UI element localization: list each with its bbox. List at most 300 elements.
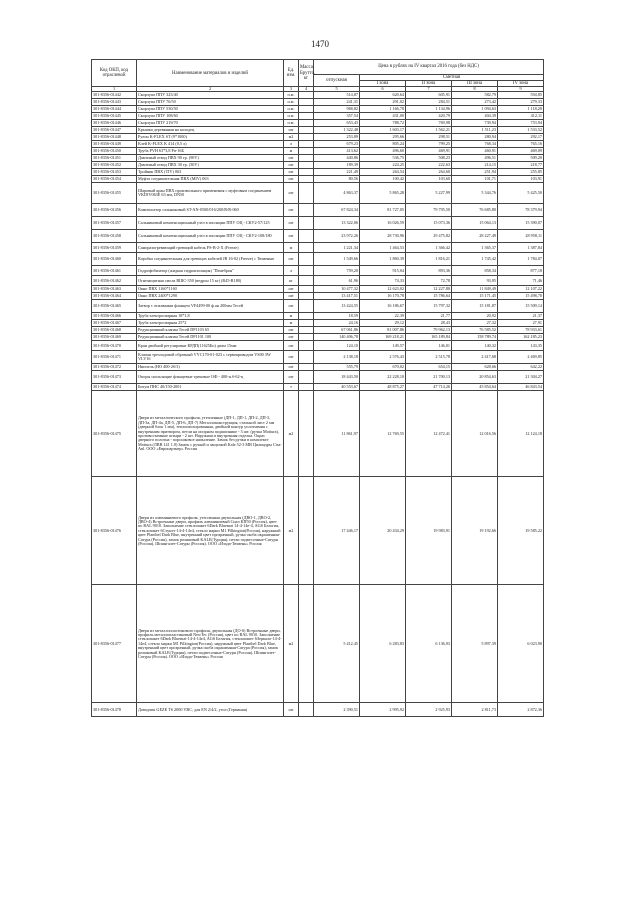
row-price-zone-4: 15 498,70 [498,293,544,300]
row-price-zone-2: 79 795,50 [406,204,452,217]
row-code: 301-8356-01463 [92,286,137,293]
row-price-zone-3: 2 417,68 [452,351,498,364]
row-price-otpusk: 18 443,50 [314,371,360,384]
row-mass [299,169,314,176]
row-price-zone-2: 2 925,93 [406,703,452,717]
row-price-zone-2: 29 475,82 [406,230,452,243]
row-price-zone-4: 1 118,28 [498,106,544,113]
row-mass [299,230,314,243]
row-unit: шт [284,286,299,293]
table-row [92,334,544,341]
row-price-zone-4: 21,37 [498,313,544,320]
header-otpusk: отпускная [314,75,360,87]
row-price-otpusk: 124,10 [314,341,360,351]
row-price-zone-2: 2 515,78 [406,351,452,364]
row-name: Ниппель (НО 400-2б/3) [137,364,284,371]
row-unit: шт [284,217,299,230]
row-name: Битум ПНС 40/150-2001 [137,384,284,391]
row-price-zone-2: 12 472,41 [406,391,452,477]
row-price-zone-3: 19 192,66 [452,477,498,585]
row-unit: м [284,320,299,327]
table-row [92,293,544,300]
row-name: Давленый отвод ПВХ 30 гр. (30V) [137,162,284,169]
header-code: Код ОКП, код отраслевой [92,60,137,87]
table-row [92,176,544,183]
row-price-otpusk: 968,82 [314,106,360,113]
row-price-otpusk: 253,89 [314,134,360,141]
row-price-zone-1: 12 769,55 [360,391,406,477]
row-price-zone-4: 21 304,27 [498,371,544,384]
row-price-zone-4: 78 933,61 [498,327,544,334]
row-price-zone-2: 264,60 [406,169,452,176]
row-price-zone-4: 12 124,18 [498,391,544,477]
row-price-zone-4: 162 185,23 [498,334,544,341]
row-price-zone-1: 22,39 [360,313,406,320]
row-name: Скорлупа ППУ 76/50 [137,99,284,106]
row-price-zone-1: 149,57 [360,341,406,351]
row-price-zone-1: 74,33 [360,276,406,286]
row-mass [299,320,314,327]
row-name: Огнезащитная смола ВШС-350 (ведрон 15 кг) (R45-R180) [137,276,284,286]
row-price-zone-2: 469,91 [406,148,452,155]
row-mass [299,176,314,183]
row-price-zone-2: 19 983,91 [406,477,452,585]
row-price-zone-4: 15 509,14 [498,300,544,313]
row-mass [299,703,314,717]
row-name: Сальниковый компенсационный узел в изоляции ППУ ОЦ - СКУ2-57/125 [137,217,284,230]
row-code: 301-8356-01459 [92,243,137,253]
row-price-zone-1: 1 166,78 [360,106,406,113]
row-price-zone-3: 140,32 [452,341,498,351]
row-mass [299,127,314,134]
row-price-otpusk: 440,86 [314,155,360,162]
row-price-zone-2: 146,01 [406,341,452,351]
row-price-zone-1: 295,66 [360,134,406,141]
table-row [92,120,544,127]
table-row [92,364,544,371]
row-mass [299,253,314,266]
row-price-zone-3: 1 365,37 [452,243,498,253]
row-unit: шт [284,334,299,341]
row-price-otpusk: 1 549,66 [314,253,360,266]
row-unit: шт [284,351,299,364]
row-price-otpusk: 61,96 [314,276,360,286]
row-price-otpusk: 140 406,78 [314,334,360,341]
table-row [92,148,544,155]
table-row [92,391,544,477]
row-price-zone-4: 509,20 [498,155,544,162]
row-price-zone-1: 915,04 [360,266,406,276]
row-mass [299,204,314,217]
table-row [92,169,544,176]
row-price-zone-1: 224,25 [360,162,406,169]
row-code: 301-8356-01470 [92,341,137,351]
row-unit: шт [284,183,299,204]
header-zone-1: I зона [360,81,406,87]
row-code: 301-8356-01448 [92,134,137,141]
row-unit: п.м. [284,106,299,113]
row-mass [299,92,314,99]
row-price-zone-3: 273,42 [452,99,498,106]
row-price-zone-3: 1 745,42 [452,253,498,266]
row-price-zone-3: 12 016,56 [452,391,498,477]
row-name: Тройник ПВХ (TIV) 063 [137,169,284,176]
row-price-zone-1: 1 860,39 [360,253,406,266]
table-row [92,384,544,391]
row-price-zone-1: 670,02 [360,364,406,371]
row-unit: шт [284,230,299,243]
row-price-zone-2: 15 786,64 [406,293,452,300]
row-unit: шт [284,204,299,217]
row-price-zone-4: 279,33 [498,99,544,106]
row-price-zone-4: 2 469,85 [498,351,544,364]
row-code: 301-8356-01442 [92,92,137,99]
page-number: 1470 [311,39,329,49]
row-price-otpusk: 40 553,67 [314,384,360,391]
row-price-otpusk: 10 477,32 [314,286,360,293]
header-zone-3: III зона [452,81,498,87]
row-name: Затвор с отжимным фланцем VF4499-00 ф.ан 200мм Тесей [137,300,284,313]
row-code: 301-8356-01452 [92,162,137,169]
row-price-zone-4: 15 390,07 [498,217,544,230]
row-mass [299,391,314,477]
row-price-zone-3: 101,71 [452,176,498,183]
row-code: 301-8356-01478 [92,703,137,717]
row-unit: м2 [284,477,299,585]
row-price-zone-3: 1 511,23 [452,127,498,134]
row-code: 301-8356-01477 [92,585,137,703]
table-row [92,313,544,320]
row-name: Кран двойной регулировки КРДП(11625Бп) диам 15мм [137,341,284,351]
row-price-zone-1: 788,72 [360,120,406,127]
row-code: 301-8356-01467 [92,320,137,327]
row-code: 301-8356-01455 [92,183,137,204]
row-code: 301-8356-01456 [92,204,137,217]
row-price-otpusk: 1 221,34 [314,243,360,253]
row-price-zone-1: 100,42 [360,176,406,183]
row-name: Клапан трехходовой обратный VYC170-01-023 с сервоприводом VS00 3W VLV16 [137,351,284,364]
row-price-zone-3: 15 171,45 [452,293,498,300]
row-price-zone-4: 6 023,90 [498,585,544,703]
row-price-zone-1: 16 186,67 [360,300,406,313]
row-price-otpusk: 2 138,18 [314,351,360,364]
row-unit: м [284,313,299,320]
row-unit: шт [284,327,299,334]
row-name: Клей K-FLEX K 414 (0,5 л) [137,141,284,148]
row-price-zone-3: 768,34 [452,141,498,148]
row-price-zone-3: 5 344,76 [452,183,498,204]
row-code: 301-8356-01445 [92,113,137,120]
column-index: 8 [452,87,498,92]
row-price-zone-4: 218,77 [498,162,544,169]
row-price-zone-1: 620,64 [360,92,406,99]
row-price-otpusk: 13 322,06 [314,217,360,230]
row-price-zone-3: 20 854,63 [452,371,498,384]
table-row [92,276,544,286]
row-name: Окно ПВХ 2400*1290 [137,293,284,300]
row-mass [299,141,314,148]
row-price-zone-3: 45 854,64 [452,384,498,391]
row-unit: м2 [284,134,299,141]
column-index: 1 [92,87,137,92]
row-code: 301-8356-01457 [92,217,137,230]
table-row [92,183,544,204]
column-index: 4 [299,87,314,92]
row-mass [299,106,314,113]
row-mass [299,341,314,351]
row-price-zone-2: 5 227,99 [406,183,452,204]
header-unit: Ед. изм. [284,60,299,87]
row-price-zone-2: 21,77 [406,313,452,320]
row-code: 301-8356-01468 [92,327,137,334]
row-price-zone-2: 1 366,42 [406,243,452,253]
table-row [92,371,544,384]
row-name: Труба электросварная 25*2 [137,320,284,327]
table-row [92,217,544,230]
row-price-otpusk: 221,49 [314,169,360,176]
row-code: 301-8356-01444 [92,106,137,113]
row-price-otpusk: 17 446,17 [314,477,360,585]
table-row [92,134,544,141]
table-row [92,99,544,106]
column-index: 3 [284,87,299,92]
row-unit: кг [284,276,299,286]
row-unit: м2 [284,585,299,703]
row-price-zone-3: 5 897,39 [452,585,498,703]
row-mass [299,243,314,253]
row-price-otpusk: 653,43 [314,120,360,127]
row-mass [299,327,314,334]
row-unit: т [284,384,299,391]
table-row [92,113,544,120]
row-code: 301-8356-01464 [92,293,137,300]
row-mass [299,266,314,276]
table-row [92,341,544,351]
row-price-zone-4: 292,17 [498,134,544,141]
row-price-otpusk: 514,87 [314,92,360,99]
row-price-zone-2: 1 816,21 [406,253,452,266]
row-name: Опоры скользящие фланцевые трековые ОФ - 400-н.б-62-ц [137,371,284,384]
row-price-zone-3: 496,51 [452,155,498,162]
row-price-zone-2: 79 962,13 [406,327,452,334]
row-code: 301-8356-01462 [92,276,137,286]
row-price-zone-4: 28 958,11 [498,230,544,243]
row-price-zone-1: 12 623,02 [360,286,406,293]
row-price-zone-3: 15 064,13 [452,217,498,230]
row-mass [299,120,314,127]
header-name: Наименование материалов и изделий [137,60,284,87]
row-mass [299,585,314,703]
row-unit: п.м. [284,92,299,99]
row-name: Скорлупа ППУ 530/50 [137,106,284,113]
row-price-otpusk: 67 824,34 [314,204,360,217]
row-name: Шаровый кран ПВХ произвольного применения с муфтовым соединением VKDIV063E 63 мм, DN50 [137,183,284,204]
row-name: Саморазогревающий греющий кабель FS-B-2-X (Freeze) [137,243,284,253]
row-price-zone-2: 165 189,84 [406,334,452,341]
row-unit: шт [284,127,299,134]
row-price-zone-1: 81 727,05 [360,204,406,217]
row-price-zone-1: 536,75 [360,155,406,162]
row-code: 301-8356-01453 [92,169,137,176]
row-price-zone-1: 22 228,10 [360,371,406,384]
row-unit: м [284,148,299,155]
row-price-otpusk: 5 412,45 [314,585,360,703]
table-row [92,162,544,169]
row-unit: шт [284,341,299,351]
row-price-otpusk: 13 417,51 [314,293,360,300]
row-price-zone-3: 28 227,49 [452,230,498,243]
row-price-otpusk: 11 861,97 [314,391,360,477]
row-mass [299,300,314,313]
row-price-zone-2: 284,51 [406,99,452,106]
row-name: Доводчик GEZE TS 2000 VBC, для EN 2/4/2, угол (Германия) [137,703,284,717]
row-price-zone-3: 76 685,80 [452,204,498,217]
row-price-zone-1: 431,00 [360,113,406,120]
row-price-zone-3: 628,66 [452,364,498,371]
row-code: 301-8356-01475 [92,391,137,477]
row-mass [299,162,314,169]
row-unit: п.м. [284,99,299,106]
row-price-zone-1: 6 283,83 [360,585,406,703]
row-price-zone-2: 799,25 [406,141,452,148]
row-price-zone-1: 264,54 [360,169,406,176]
column-index: 5 [314,87,360,92]
table-row [92,243,544,253]
row-mass [299,134,314,141]
row-unit: шт [284,253,299,266]
row-price-zone-4: 143,35 [498,341,544,351]
row-price-zone-1: 169 218,21 [360,334,406,341]
row-price-zone-4: 78 379,94 [498,204,544,217]
row-code: 301-8356-01450 [92,148,137,155]
row-name: Муфта соединительная ПВХ (MIV) 063 [137,176,284,183]
row-price-zone-1: 16 170,78 [360,293,406,300]
header-mass: Масса Брутто, кг [299,60,314,87]
row-code: 301-8356-01451 [92,155,137,162]
row-price-zone-4: 753,94 [498,120,544,127]
row-mass [299,148,314,155]
row-code: 301-8356-01473 [92,371,137,384]
row-price-zone-1: 2 576,43 [360,351,406,364]
row-price-zone-2: 12 227,80 [406,286,452,293]
row-unit: шт [284,300,299,313]
row-unit: шт [284,703,299,717]
row-mass [299,313,314,320]
row-price-zone-4: 5 425,50 [498,183,544,204]
table-row [92,141,544,148]
row-price-zone-4: 2 872,36 [498,703,544,717]
row-price-zone-1: 2 995,92 [360,703,406,717]
table-row [92,300,544,313]
table-row [92,106,544,113]
column-index: 7 [406,87,452,92]
row-price-zone-4: 1 784,07 [498,253,544,266]
row-price-zone-1: 805,24 [360,141,406,148]
row-price-otpusk: 18,59 [314,313,360,320]
row-price-zone-4: 642,22 [498,364,544,371]
row-mass [299,384,314,391]
row-name: Коробка соединительная для греющих кабелей JB 16-02 (Freeze) с Тюменью [137,253,284,266]
row-price-zone-4: 27,91 [498,320,544,327]
row-code: 301-8356-01446 [92,120,137,127]
table-row [92,286,544,293]
row-name: Крышка деревянная на колодец [137,127,284,134]
row-price-zone-2: 222,63 [406,162,452,169]
row-code: 301-8356-01458 [92,230,137,243]
row-name: Гидрофобизатор (жидкая гидроизоляция) "Пенеброн" [137,266,284,276]
row-price-zone-4: 877,18 [498,266,544,276]
row-code: 301-8356-01472 [92,364,137,371]
table-row [92,477,544,585]
price-table [91,59,544,717]
row-mass [299,371,314,384]
row-price-otpusk: 4 863,37 [314,183,360,204]
table-row [92,127,544,134]
row-price-zone-4: 469,09 [498,148,544,155]
table-row [92,266,544,276]
row-mass [299,334,314,341]
table-row [92,92,544,99]
header-zone-4: IV зона [498,81,544,87]
row-mass [299,286,314,293]
row-unit: шт [284,169,299,176]
row-price-zone-1: 291,02 [360,99,406,106]
row-price-zone-4: 765,16 [498,141,544,148]
row-code: 301-8356-01461 [92,266,137,276]
row-unit: шт [284,293,299,300]
row-mass [299,113,314,120]
row-code: 301-8356-01469 [92,334,137,341]
row-price-zone-2: 6 136,93 [406,585,452,703]
row-price-zone-2: 1 134,96 [406,106,452,113]
row-price-zone-1: 48 875,27 [360,384,406,391]
row-mass [299,183,314,204]
column-index: 2 [137,87,284,92]
row-name: Окно ПВХ 1160*1160 [137,286,284,293]
row-mass [299,276,314,286]
row-code: 301-8356-01466 [92,313,137,320]
row-name: Скорлупа ППУ 219/70 [137,120,284,127]
row-price-zone-4: 1 387,84 [498,243,544,253]
table-row [92,351,544,364]
row-price-zone-2: 15 073,36 [406,217,452,230]
row-price-zone-3: 2 811,73 [452,703,498,717]
row-price-zone-2: 420,79 [406,113,452,120]
row-price-zone-3: 214,15 [452,162,498,169]
table-row [92,155,544,162]
table-body [92,92,544,717]
row-unit: м [284,243,299,253]
row-name: Редукционный клапан Тесей DP1101 100 [137,334,284,341]
row-price-zone-3: 15 181,87 [452,300,498,313]
row-price-otpusk: 1 322,48 [314,127,360,134]
row-name: Редукционный клапан Тесей DP1103 65 [137,327,284,334]
row-price-zone-4: 103,91 [498,176,544,183]
row-code: 301-8356-01443 [92,99,137,106]
column-index: 9 [498,87,544,92]
row-mass [299,293,314,300]
row-price-zone-3: 11 849,49 [452,286,498,293]
row-price-zone-1: 1 464,53 [360,243,406,253]
row-name: Двери из металлопластикового профиля, двупольная (ДО-6) Встроенные двери, профиль металлопластиковый NewTec (Россия), цвет по RAL 9010. Заполнение стеклопакет 6Dark Bluemat-14-4-14e4, AGS Бельгия, стеклопакет 6Зеркало-14-4-14e4, стекло марки М1 Pilkington(Россия), наружный цвет Planibel Dark Blue, внутренний цвет прозрачный, ручка скоба окрашенная-Сатура (Россия), замок роликовый KALE(Турция), петли подвесочные-Сатурн (Россия), Шпингалет-Сатурн (Россия). ООО «Изада-Тюмень» Россия [137,585,284,703]
row-name: Скорлупа ППУ 108/60 [137,113,284,120]
row-price-zone-2: 605,91 [406,92,452,99]
row-price-zone-2: 508,23 [406,155,452,162]
row-price-otpusk: 759,20 [314,266,360,276]
row-price-zone-3: 93,95 [452,276,498,286]
row-code: 301-8356-01474 [92,384,137,391]
row-price-otpusk: 241,31 [314,99,360,106]
